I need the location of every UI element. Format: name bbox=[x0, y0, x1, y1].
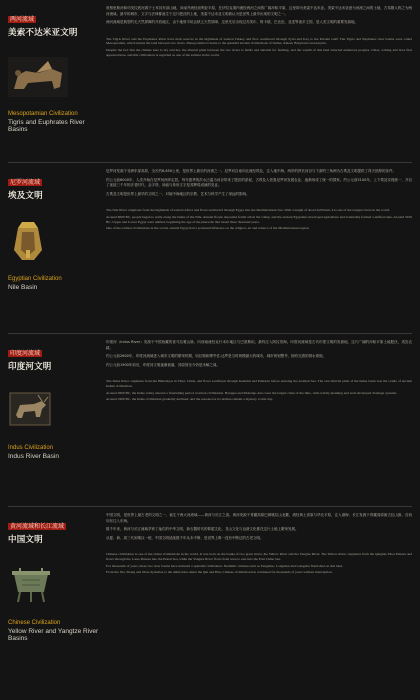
body-paragraph-cn: 古埃及文明是世界上最早的文明之一，对地中海地区的宗教、艺术与科学产生了深远的影响。 bbox=[106, 191, 250, 196]
civilization-title-cn: 中国文明 bbox=[8, 535, 43, 545]
body-paragraph-cn: 约公元前2600年，印度河流域进入城市文明的繁荣时期，哈拉帕和摩亨佐-达罗是当时规模最大的城市，城市规划整齐，拥有完善的排水系统。 bbox=[106, 354, 327, 358]
body-paragraph-en: One of the earliest civilizations in the world, ancient Egypt had a profound influence on the religion, art and science of the Mediterranean region. bbox=[106, 226, 310, 231]
body-paragraph-en: Around 2600 BC, the Indus valley entered a flourishing period of urban civilization. Harappa and Mohenjo-daro were the largest cities of the time, with orderly planning and well-developed drainage systems. bbox=[106, 390, 398, 395]
civilization-title-en: Indus Civilization bbox=[8, 445, 54, 451]
civilization-title-cn: 美索不达米亚文明 bbox=[8, 28, 78, 38]
civilization-title-cn: 埃及文明 bbox=[8, 191, 43, 201]
body-paragraph-en: The Tigris River and the Euphrates River have their sources in the highlands of eastern Turkey and flow southward through Syria and Iraq to the Persian Gulf. The Tigris and Euphrates river basins were called Mesopotamia, which means the land between two rivers. Mesopotamia is home to the splendid ancient civilizations of Sumer, Akkad, Babylonia and Assyria. bbox=[106, 36, 412, 46]
region-tag: 两河流域 bbox=[10, 16, 35, 23]
region-tag: 尼罗河流域 bbox=[10, 179, 41, 186]
body-paragraph-cn: 底格里斯河和幼发拉底河源于土耳其东部山地，向南并流经叙利亚平原，在伊拉克境内流经两河之间的广阔冲积平原，这里即为美索不达米亚。美索不达米亚意为河流之间的土地，古希腊人称之为两河流域。最早的城市、文字与法律都诞生于这片肥沃的土地，美索不达米亚文明被认为是世界上最早出现的文明之一。 bbox=[106, 6, 412, 16]
region-tag: 印度河流域 bbox=[10, 350, 41, 357]
civilization-title-en: Chinese Civilization bbox=[8, 620, 61, 626]
pharaoh-head-icon bbox=[8, 220, 106, 264]
section-egypt bbox=[0, 163, 420, 333]
body-paragraph-cn: 尼罗河发源于非洲东部高原，全长约6,650公里，是世界上最长的河流之一。尼罗河自南向北流经埃及，注入地中海，两岸的狭长河谷与下游的三角洲为古埃及文明提供了得天独厚的条件。 bbox=[106, 169, 397, 173]
body-paragraph-en: Despite the fact that the climate here is dry and hot, the alluvial plain between the two rivers is fertile and suitable for farming, and the wealth of this land attracted numerous peoples. Cities, writing and laws first appeared here, and this civilization is regarded as one of the earliest in the world. bbox=[106, 48, 412, 57]
body-paragraph-cn: 数千年来，黄河与长江流域孕育了灿烂的中华文明，新石器时代的仰韶文化、龙山文化与良渚文化都在这片土地上繁荣发展。 bbox=[106, 527, 299, 531]
civilization-title-cn: 印度河文明 bbox=[8, 362, 52, 372]
body-paragraph-cn: 约公元前1900年前后，印度河文明逐渐衰落，其原因至今仍是未解之谜。 bbox=[106, 362, 220, 367]
body-paragraph-en: For thousands of years, these two river basins have nurtured a splendid civilization. Neolithic cultures such as Yangshao, Longshan and Liangzhu flourished on this land. bbox=[106, 563, 343, 568]
winged-bull-lamassu-icon bbox=[8, 57, 106, 97]
indus-bull-seal-icon bbox=[8, 391, 106, 427]
body-paragraph-cn: 中国文明，是世界上最古老的文明之一，诞生于两大河流域——黄河与长江之滨。黄河发源于青藏高原巴颜喀拉山北麓，流经黄土高原与华北平原，注入渤海；长江发源于青藏高原唐古拉山脉，自西向东注入东海。 bbox=[106, 513, 412, 523]
body-paragraph-en: The Indus River originates from the Himalayas in Tibet, China, and flows southwest through Kashmir and Pakistan before entering the Arabian Sea. The vast alluvial plain of the Indus basin was the cradle of ancient Indian civilization. bbox=[106, 379, 412, 388]
body-paragraph-cn: 从夏、商、周三代到秦汉一统，中国文明延续数千年从未中断，是世界上唯一没有中断过的古老文明。 bbox=[106, 535, 264, 540]
river-basin-en: Yellow River and Yangtze River Basins bbox=[8, 628, 99, 642]
river-basin-en: Indus River Basin bbox=[8, 453, 59, 460]
body-paragraph-en: The Nile River originates from the highlands of eastern Africa and flows northward through Egypt into the Mediterranean Sea. With a length of about 6,650 km, it is one of the longest rivers in the world. bbox=[106, 208, 391, 212]
body-paragraph-cn: 两河流域是典型的无天然屏障的开放地区，由于地势平坦且缺乏天然屏障，这里先后出现过苏美尔、阿卡德、巴比伦、亚述等诸多王国，是人类文明的重要发源地。 bbox=[106, 20, 358, 24]
section-indus bbox=[0, 334, 420, 506]
section-mesopotamia bbox=[0, 0, 420, 162]
region-tag: 黄河流域和长江流域 bbox=[10, 523, 65, 530]
body-paragraph-en: From the Xia, Shang and Zhou dynasties to the unification under the Qin and Han, Chinese civilization has continued for thousands of years without interruption. bbox=[106, 570, 333, 575]
civilization-title-en: Mesopotamian Civilization bbox=[8, 111, 78, 117]
body-paragraph-en: Chinese civilization is one of the oldest civilizations in the world. It was born on the banks of two great rivers, the Yellow River and the Yangtze River. The Yellow River originates from the Qinghai-Tibet Plateau and flows through the Loess Plateau into the Bohai Sea, while the Yangtze River flows from west to east into the East China Sea. bbox=[106, 552, 412, 561]
civilization-title-en: Egyptian Civilization bbox=[8, 276, 62, 282]
river-basin-en: Tigris and Euphrates River Basins bbox=[8, 119, 85, 133]
body-paragraph-cn: 约公元前6000年，人类开始在尼罗河两岸定居。每年夏季的洪水泛滥为河谷带来了肥沃的淤泥，古埃及人依靠尼罗河发展农业，逐渐形成了统一的国家。约公元前3100年，上下埃及实现统一，开启了延续三千年的法老时代，金字塔、神庙与象形文字是其辉煌成就的见证。 bbox=[106, 177, 412, 187]
bronze-ding-vessel-icon bbox=[8, 564, 106, 604]
section-china bbox=[0, 507, 420, 697]
body-paragraph-en: Around 1900 BC, the Indus civilization gradually declined, and the reasons for its decline remain a mystery to this day. bbox=[106, 397, 273, 402]
body-paragraph-cn: 印度河（Indus River）发源于中国西藏的喜马拉雅山脉，向西南流经克什米尔地区与巴基斯坦，最终注入阿拉伯海。印度河流域是古代印度文明的发源地，这片广阔的冲积平原土地肥沃，适宜农耕。 bbox=[106, 340, 412, 350]
river-basin-en: Nile Basin bbox=[8, 284, 38, 291]
body-paragraph-en: Around 6000 BC, people began to settle along the banks of the Nile. Annual floods deposited fertile silt in the valley, and the ancient Egyptians developed agriculture and eventually formed a unified state. Around 3100 BC, Upper and Lower Egypt were unified, beginning the age of the pharaohs that lasted three thousand years. bbox=[106, 214, 412, 224]
